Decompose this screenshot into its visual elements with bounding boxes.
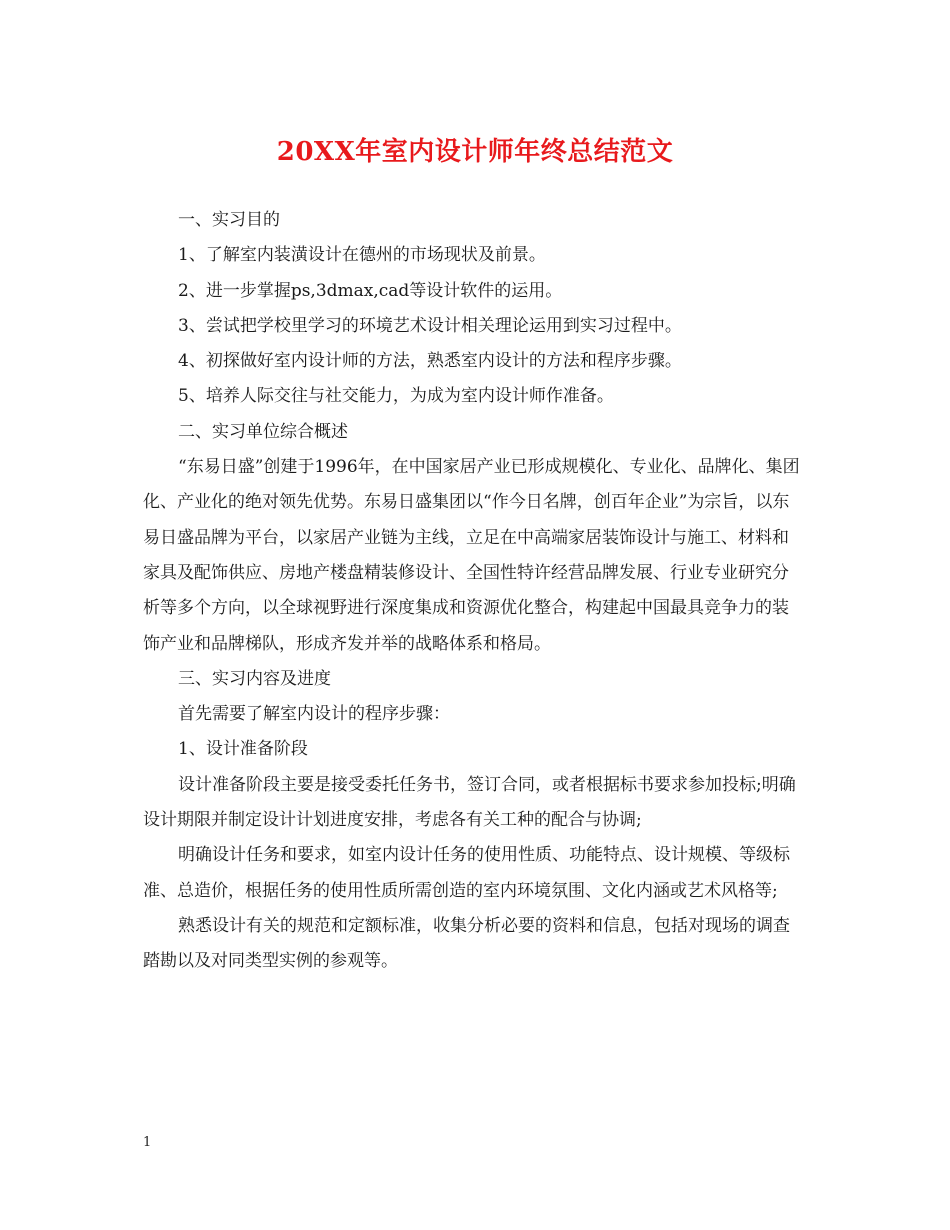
document-title: 20XX年室内设计师年终总结范文 — [276, 137, 674, 167]
section-heading-purpose: 一、实习目的 — [178, 210, 280, 230]
purpose-item-4: 4、初探做好室内设计师的方法，熟悉室内设计的方法和程序步骤。 — [178, 351, 682, 372]
preparation-paragraph-3: 熟悉设计有关的规范和定额标准，收集分析必要的资料和信息，包括对现场的调查踏勘以及对同类型实例的参观等。 — [143, 915, 790, 972]
page-number: 1 — [143, 1135, 152, 1150]
section-heading-company: 二、实习单位综合概述 — [178, 421, 348, 442]
content-intro: 首先需要了解室内设计的程序步骤： — [178, 704, 450, 725]
preparation-paragraph-2: 明确设计任务和要求，如室内设计任务的使用性质、功能特点、设计规模、等级标准、总造价，根据任务的使用性质所需创造的室内环境氛围、文化内涵或艺术风格等; — [143, 845, 790, 901]
company-overview-paragraph: “东易日盛”创建于1996年，在中国家居产业已形成规模化、专业化、品牌化、集团化、产业化的绝对领先优势。东易日盛集团以“作今日名牌，创百年企业”为宗旨，以东易日盛品牌为平台，以家居产业链为主线，立足在中高端家居装饰设计与施工、材料和家具及配饰供应、房地产楼盘精装修设计、全国性特许经营品牌发展、行业专业研究分析等多个方向，以全球视野进行深度集成和资源优化整合，构建起中国最具竞争力的装饰产业和品牌梯队，形成齐发并举的战略体系和格局。 — [143, 457, 800, 654]
purpose-item-5: 5、培养人际交往与社交能力，为成为室内设计师作准备。 — [178, 386, 614, 407]
document-body — [143, 203, 803, 980]
purpose-item-2: 2、进一步掌握ps,3dmax,cad等设计软件的运用。 — [178, 280, 563, 301]
purpose-item-1: 1、了解室内装潢设计在德州的市场现状及前景。 — [178, 245, 546, 266]
stage-heading-preparation: 1、设计准备阶段 — [178, 739, 308, 760]
preparation-paragraph-1: 设计准备阶段主要是接受委托任务书，签订合同，或者根据标书要求参加投标;明确设计期限并制定设计计划进度安排，考虑各有关工种的配合与协调; — [143, 774, 796, 831]
purpose-item-3: 3、尝试把学校里学习的环境艺术设计相关理论运用到实习过程中。 — [178, 315, 682, 336]
section-heading-content: 三、实习内容及进度 — [178, 668, 331, 689]
